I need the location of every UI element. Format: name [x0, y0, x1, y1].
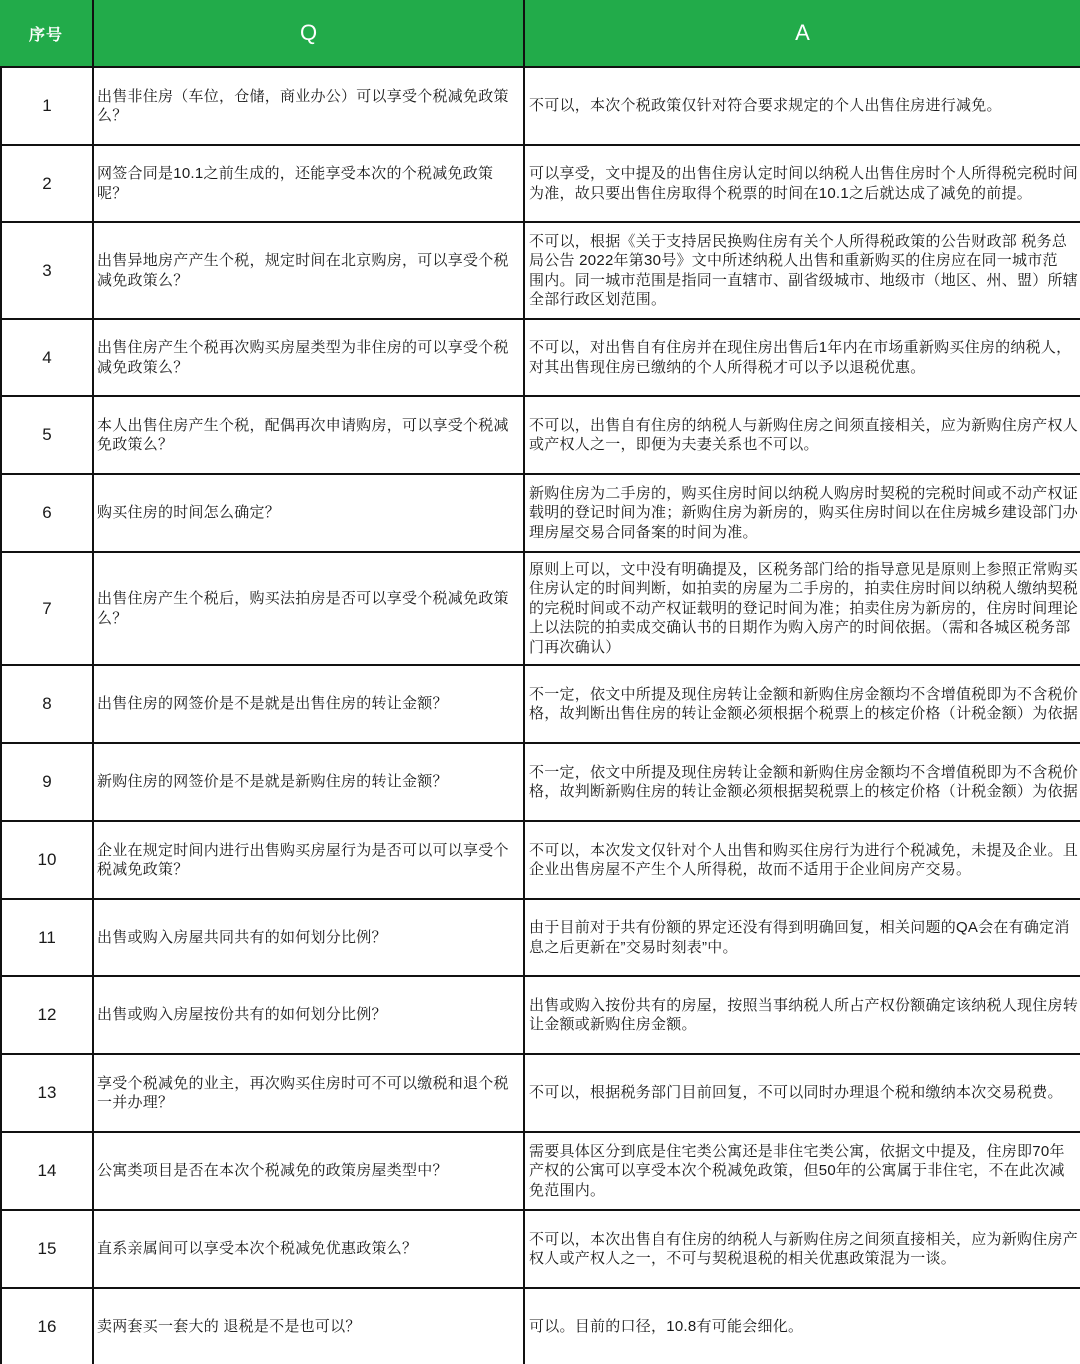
- question-cell: [94, 1289, 525, 1364]
- table-row: [0, 744, 1080, 822]
- answer-cell: [525, 1055, 1080, 1131]
- table-row: [0, 68, 1080, 146]
- row-number: 5: [0, 397, 94, 473]
- question-line: 卖两套买一套大的 退税是不是也可以？: [97, 1317, 361, 1335]
- answer-line: 出售或购入按份共有的房屋，按照当事纳税人所占产权份额确定该纳税人现住房转: [529, 996, 1079, 1014]
- table-row: [0, 397, 1080, 475]
- answer-cell: [525, 553, 1080, 664]
- table-row: [0, 822, 1080, 900]
- answer-line: 权人或产权人之一，不可与契税退税的相关优惠政策混为一谈。: [529, 1250, 957, 1267]
- question-line: 么？: [97, 107, 128, 124]
- answer-line: 对其出售现住房已缴纳的个人所得税才可以予以退税优惠。: [529, 358, 926, 376]
- answer-cell: [525, 475, 1080, 551]
- row-number: 9: [0, 744, 94, 820]
- question-line: 出售住房的网签价是不是就是出售住房的转让金额？: [97, 695, 448, 713]
- answer-cell: [525, 320, 1080, 395]
- question-line: 出售非住房（车位，仓储，商业办公）可以享受个税减免政策: [97, 87, 509, 105]
- answer-line: 的完税时间或不动产权证载明的登记时间为准；拍卖住房为新房的，住房时间理论: [529, 599, 1079, 617]
- row-number: 15: [0, 1211, 94, 1287]
- question-cell: [94, 475, 525, 551]
- answer-line: 全部行政区划范围。: [529, 291, 667, 308]
- answer-line: 免范围内。: [529, 1181, 606, 1199]
- table-row: [0, 977, 1080, 1055]
- question-line: 网签合同是10.1之前生成的，还能享受本次的个税减免政策: [97, 165, 494, 182]
- answer-line: 理房屋交易合同备案的时间为准。: [529, 523, 758, 541]
- question-cell: [94, 553, 525, 664]
- answer-line: 产权的公寓可以享受本次个税减免政策，但50年的公寓属于非住宅，不在此次减: [529, 1162, 1065, 1180]
- answer-cell: [525, 223, 1080, 318]
- answer-cell: [525, 397, 1080, 473]
- answer-line: 不可以，根据《关于支持居民换购住房有关个人所得税政策的公告财政部 税务总: [529, 232, 1068, 250]
- question-line: 一并办理？: [97, 1094, 174, 1111]
- row-number: 16: [0, 1289, 94, 1364]
- row-number: 2: [0, 146, 94, 221]
- row-number: 6: [0, 475, 94, 551]
- row-number: 11: [0, 900, 94, 975]
- question-cell: [94, 320, 525, 395]
- question-line: 出售或购入房屋共同共有的如何划分比例？: [97, 928, 387, 946]
- row-number: 3: [0, 223, 94, 318]
- answer-line: 息之后更新在”交易时刻表”中。: [529, 938, 738, 956]
- question-line: 享受个税减免的业主，再次购买住房时可不可以缴税和退个税: [97, 1074, 509, 1092]
- row-number: 8: [0, 666, 94, 742]
- table-row: [0, 475, 1080, 553]
- answer-line: 需要具体区分到底是住宅类公寓还是非住宅类公寓，依据文中提及，住房即70年: [529, 1142, 1065, 1160]
- table-row: [0, 146, 1080, 223]
- answer-cell: [525, 977, 1080, 1053]
- answer-line: 可以享受，文中提及的出售住房认定时间以纳税人出售住房时个人所得税完税时间: [529, 165, 1079, 182]
- answer-line: 不一定，依文中所提及现住房转让金额和新购住房金额均不含增值税即为不含税价: [529, 685, 1079, 703]
- question-line: 减免政策么？: [97, 358, 189, 376]
- answer-line: 围内。同一城市范围是指同一直辖市、副省级城市、地级市（地区、州、盟）所辖: [529, 271, 1079, 289]
- answer-line: 住房认定的时间判断，如拍卖的房屋为二手房的，拍卖住房时间以纳税人缴纳契税: [529, 580, 1079, 598]
- header-question: Q: [94, 0, 525, 66]
- row-number: 13: [0, 1055, 94, 1131]
- question-line: 呢？: [97, 184, 128, 202]
- row-number: 4: [0, 320, 94, 395]
- question-line: 免政策么？: [97, 436, 174, 453]
- answer-line: 不可以，出售自有住房的纳税人与新购住房之间须直接相关，应为新购住房产权人: [529, 416, 1079, 434]
- answer-line: 不可以，本次个税政策仅针对符合要求规定的个人出售住房进行减免。: [529, 97, 1002, 115]
- question-line: 税减免政策？: [97, 861, 189, 878]
- question-cell: [94, 223, 525, 318]
- table-row: [0, 223, 1080, 320]
- answer-line: 可以。目前的口径，10.8有可能会细化。: [529, 1317, 804, 1335]
- question-cell: [94, 1211, 525, 1287]
- question-cell: [94, 1055, 525, 1131]
- question-cell: [94, 1133, 525, 1209]
- row-number: 12: [0, 977, 94, 1053]
- answer-cell: [525, 822, 1080, 898]
- table-header: [0, 0, 1080, 68]
- table-row: [0, 666, 1080, 744]
- question-line: 企业在规定时间内进行出售购买房屋行为是否可以可以享受个: [97, 841, 509, 859]
- answer-cell: [525, 146, 1080, 221]
- header-answer: A: [795, 20, 810, 45]
- question-line: 出售或购入房屋按份共有的如何划分比例？: [97, 1006, 387, 1024]
- question-cell: [94, 666, 525, 742]
- answer-line: 不可以，对出售自有住房并在现住房出售后1年内在市场重新购买住房的纳税人，: [529, 339, 1072, 356]
- row-number: 10: [0, 822, 94, 898]
- question-cell: [94, 744, 525, 820]
- table-row: [0, 1055, 1080, 1133]
- answer-line: 让金额或新购住房金额。: [529, 1016, 697, 1033]
- answer-line: 格，故判断出售住房的转让金额必须根据个税票上的核定价格（计税金额）为依据: [529, 705, 1079, 722]
- question-line: 么？: [97, 609, 128, 627]
- answer-cell: [525, 1289, 1080, 1364]
- answer-line: 上以法院的拍卖成交确认书的日期作为购入房产的时间依据。（需和各城区税务部: [529, 619, 1071, 637]
- question-cell: [94, 822, 525, 898]
- answer-line: 不可以，根据税务部门目前回复，不可以同时办理退个税和缴纳本次交易税费。: [529, 1084, 1063, 1102]
- question-line: 公寓类项目是否在本次个税减免的政策房屋类型中？: [97, 1162, 448, 1180]
- answer-line: 门再次确认）: [529, 638, 621, 656]
- answer-cell: [525, 744, 1080, 820]
- question-cell: [94, 900, 525, 975]
- answer-line: 不可以，本次出售自有住房的纳税人与新购住房之间须直接相关，应为新购住房产: [529, 1230, 1079, 1248]
- question-cell: [94, 977, 525, 1053]
- question-line: 减免政策么？: [97, 271, 189, 289]
- question-line: 购买住房的时间怎么确定？: [97, 504, 281, 522]
- answer-cell: [525, 900, 1080, 975]
- table-row: [0, 553, 1080, 666]
- table-row: [0, 1289, 1080, 1364]
- row-number: 7: [0, 553, 94, 664]
- table-row: [0, 900, 1080, 977]
- answer-line: 为准，故只要出售住房取得个税票的时间在10.1之后就达成了减免的前提。: [529, 184, 1032, 202]
- answer-line: 不可以，本次发文仅针对个人出售和购买住房行为进行个税减免，未提及企业。且: [529, 841, 1079, 859]
- question-line: 出售住房产生个税再次购买房屋类型为非住房的可以享受个税: [97, 339, 509, 356]
- question-line: 出售住房产生个税后，购买法拍房是否可以享受个税减免政策: [97, 590, 509, 607]
- answer-line: 局公告 2022年第30号》文中所述纳税人出售和重新购买的住房应在同一城市范: [529, 252, 1058, 269]
- answer-line: 或产权人之一，即便为夫妻关系也不可以。: [529, 436, 819, 453]
- answer-line: 企业出售房屋不产生个人所得税，故而不适用于企业间房产交易。: [529, 861, 972, 878]
- answer-line: 由于目前对于共有份额的界定还没有得到明确回复，相关问题的QA会在有确定消: [529, 919, 1070, 936]
- question-line: 本人出售住房产生个税，配偶再次申请购房，可以享受个税减: [97, 416, 509, 434]
- answer-line: 不一定，依文中所提及现住房转让金额和新购住房金额均不含增值税即为不含税价: [529, 763, 1079, 781]
- question-line: 出售异地房产产生个税，规定时间在北京购房，可以享受个税: [97, 252, 509, 269]
- table-row: [0, 1133, 1080, 1211]
- table-row: [0, 1211, 1080, 1289]
- answer-line: 格，故判断新购住房的转让金额必须根据契税票上的核定价格（计税金额）为依据: [529, 783, 1079, 800]
- answer-line: 原则上可以，文中没有明确提及，区税务部门给的指导意见是原则上参照正常购买: [529, 560, 1079, 578]
- answer-cell: [525, 68, 1080, 144]
- question-cell: [94, 146, 525, 221]
- question-line: 直系亲属间可以享受本次个税减免优惠政策么？: [97, 1240, 418, 1258]
- table-row: [0, 320, 1080, 397]
- row-number: 1: [0, 68, 94, 144]
- answer-cell: [525, 1211, 1080, 1287]
- answer-cell: [525, 1133, 1080, 1209]
- row-number: 14: [0, 1133, 94, 1209]
- question-cell: [94, 68, 525, 144]
- header-number: 序号: [0, 0, 94, 66]
- answer-cell: [525, 666, 1080, 742]
- question-cell: [94, 397, 525, 473]
- answer-line: 新购住房为二手房的，购买住房时间以纳税人购房时契税的完税时间或不动产权证: [529, 484, 1079, 502]
- question-line: 新购住房的网签价是不是就是新购住房的转让金额？: [97, 773, 448, 791]
- answer-line: 载明的登记时间为准；新购住房为新房的，购买住房时间以在住房城乡建设部门办: [529, 504, 1079, 522]
